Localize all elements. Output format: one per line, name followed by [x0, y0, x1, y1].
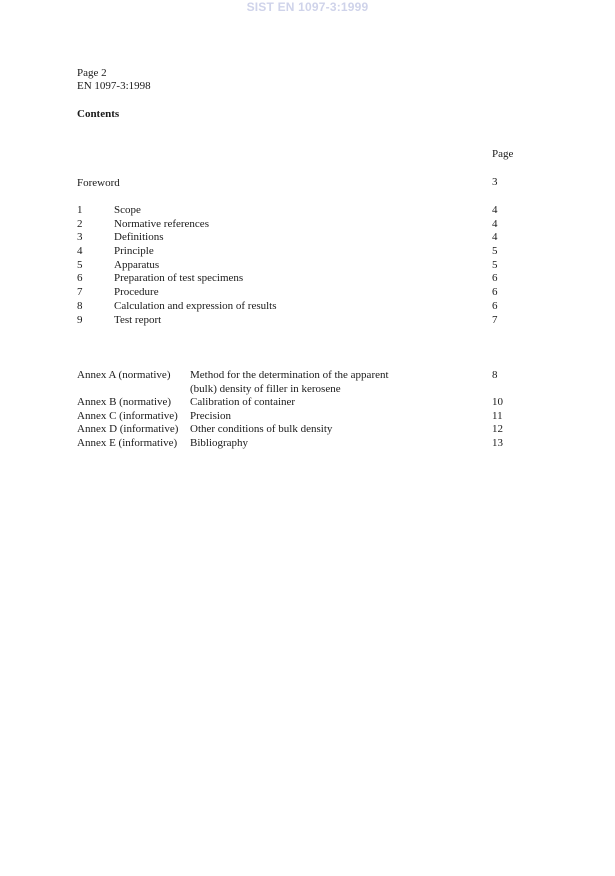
- annex-page-number: 8: [492, 369, 498, 381]
- clause-number: 3: [77, 231, 83, 244]
- annex-label: Annex D (informative): [77, 423, 179, 435]
- foreword-page-number: 3: [492, 176, 498, 188]
- page-column-heading: Page: [492, 148, 514, 160]
- clause-title: Apparatus: [114, 258, 160, 271]
- clause-page-number: 6: [492, 299, 498, 312]
- toc-clause-row[interactable]: [77, 314, 507, 328]
- annex-title: Other conditions of bulk density: [190, 423, 333, 435]
- clause-number: 8: [77, 299, 83, 312]
- toc-annex-row[interactable]: [77, 369, 507, 396]
- toc-clause-row[interactable]: [77, 218, 507, 232]
- annex-title: Method for the determination of the apparent (bulk) density of filler in kerosene: [190, 369, 389, 395]
- clause-title: Normative references: [114, 217, 209, 230]
- clause-page-number: 5: [492, 245, 498, 258]
- annex-label: Annex A (normative): [77, 369, 171, 381]
- annex-label: Annex E (informative): [77, 436, 178, 449]
- annex-page-number: 13: [492, 436, 503, 449]
- clause-number: 5: [77, 258, 83, 271]
- clause-number: 9: [77, 313, 83, 326]
- annex-title: Bibliography: [190, 436, 249, 449]
- clause-page-number: 5: [492, 258, 498, 271]
- contents-heading: Contents: [77, 108, 120, 120]
- standard-id: EN 1097-3:1998: [77, 80, 151, 92]
- clause-number: 7: [77, 286, 83, 299]
- clause-number: 1: [77, 204, 83, 216]
- clause-number: 4: [77, 245, 83, 258]
- toc-annex-row[interactable]: [77, 423, 507, 437]
- clause-page-number: 4: [492, 217, 498, 230]
- annex-title: Calibration of container: [190, 396, 296, 408]
- toc-clause-row[interactable]: [77, 272, 507, 286]
- clause-page-number: 4: [492, 231, 498, 244]
- clause-page-number: 7: [492, 313, 498, 326]
- toc-clause-row[interactable]: [77, 245, 507, 259]
- annex-page-number: 10: [492, 396, 503, 408]
- toc-annex-row[interactable]: [77, 396, 507, 410]
- clause-title: Test report: [114, 313, 162, 326]
- watermark: SIST EN 1097-3:1999: [246, 0, 369, 14]
- annex-title: Precision: [190, 409, 231, 422]
- clause-number: 6: [77, 272, 83, 285]
- clause-list: [77, 204, 507, 327]
- toc-clause-row[interactable]: [77, 231, 507, 245]
- clause-title: Principle: [114, 245, 154, 258]
- annex-page-number: 12: [492, 423, 503, 435]
- toc-clause-row[interactable]: [77, 204, 507, 218]
- clause-title: Scope: [114, 204, 141, 216]
- clause-title: Definitions: [114, 231, 164, 244]
- toc-clause-row[interactable]: [77, 300, 507, 314]
- annex-label: Annex C (informative): [77, 409, 178, 422]
- clause-number: 2: [77, 217, 83, 230]
- annex-list: [77, 369, 507, 450]
- annex-page-number: 11: [492, 409, 503, 422]
- toc-clause-row[interactable]: [77, 259, 507, 273]
- toc-clause-row[interactable]: [77, 286, 507, 300]
- foreword-entry[interactable]: Foreword: [77, 177, 120, 189]
- clause-page-number: 4: [492, 204, 498, 216]
- page-header: [77, 67, 151, 93]
- annex-label: Annex B (normative): [77, 396, 172, 408]
- toc-annex-row[interactable]: [77, 410, 507, 424]
- clause-title: Calculation and expression of results: [114, 299, 277, 312]
- clause-title: Procedure: [114, 286, 159, 299]
- clause-page-number: 6: [492, 286, 498, 299]
- clause-title: Preparation of test specimens: [114, 272, 244, 285]
- clause-page-number: 6: [492, 272, 498, 285]
- page-number: Page 2: [77, 67, 107, 79]
- toc-annex-row[interactable]: [77, 437, 507, 451]
